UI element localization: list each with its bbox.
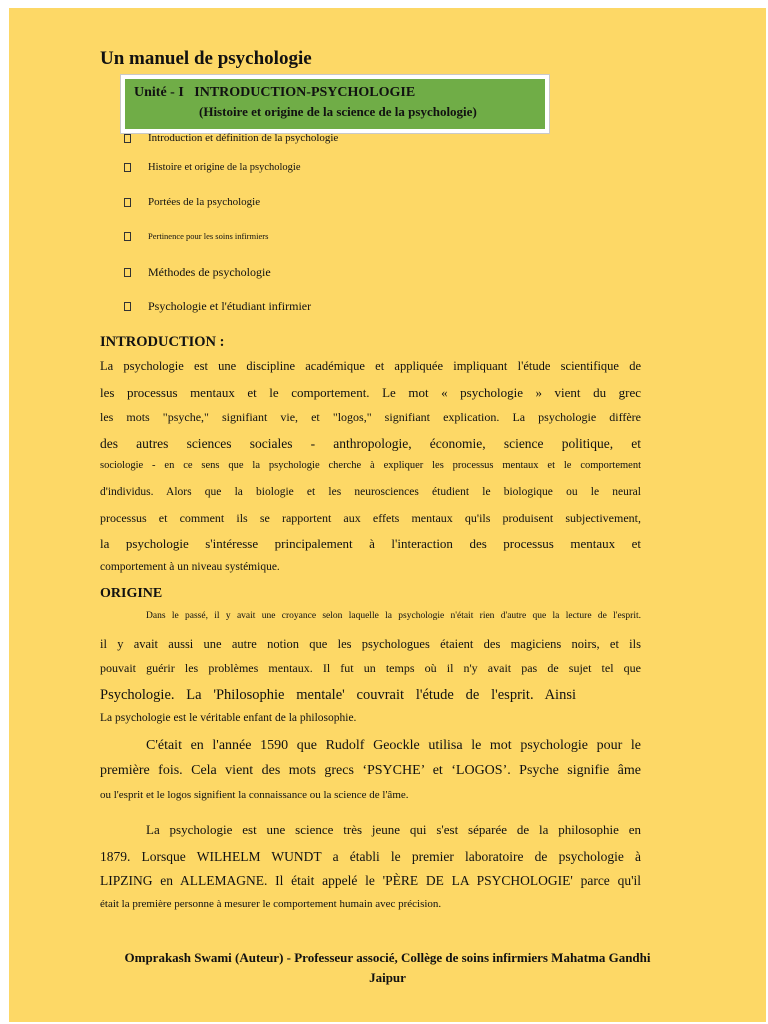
topic-item — [124, 162, 301, 173]
paragraph-line: il y avait aussi une autre notion que les psychologues étaient des magiciens noirs, et ils — [100, 637, 641, 651]
paragraph-line: des autres sciences sociales - anthropologie, économie, science politique, et — [100, 436, 641, 451]
paragraph-line: comportement à un niveau systémique. — [100, 561, 280, 573]
bullet-box-icon — [124, 134, 131, 143]
paragraph-line: La psychologie est le véritable enfant de la philosophie. — [100, 712, 357, 724]
paragraph-line: C'était en l'année 1590 que Rudolf Geockle utilisa le mot psychologie pour le — [146, 738, 641, 753]
bullet-box-icon — [124, 198, 131, 207]
author-location: Jaipur — [369, 970, 406, 985]
introduction-heading: INTRODUCTION : — [100, 334, 225, 350]
document-page — [9, 8, 766, 1022]
bullet-box-icon — [124, 268, 131, 277]
topic-label: Histoire et origine de la psychologie — [148, 162, 301, 173]
topic-item — [124, 132, 338, 144]
paragraph-line: 1879. Lorsque WILHELM WUNDT a établi le premier laboratoire de psychologie à — [100, 849, 641, 864]
paragraph-line: ou l'esprit et le logos signifient la connaissance ou la science de l'âme. — [100, 789, 409, 801]
topic-label: Portées de la psychologie — [148, 196, 261, 208]
paragraph-line: La psychologie est une discipline académique et appliquée impliquant l'étude scientifique de — [100, 359, 641, 373]
paragraph-line: pouvait guérir les problèmes mentaux. Il fut un temps où il n'y avait pas de sujet tel que — [100, 661, 641, 675]
paragraph-line: Dans le passé, il y avait une croyance selon laquelle la psychologie n'était rien d'autre que la lecture de l'esprit. — [146, 611, 641, 621]
paragraph-line: sociologie - en ce sens que la psychologie cherche à expliquer les processus mentaux et le comportement — [100, 460, 641, 471]
paragraph-line: Psychologie. La 'Philosophie mentale' couvrait l'étude de l'esprit. Ainsi — [100, 687, 576, 703]
paragraph-line: les processus mentaux et le comportement. Le mot « psychologie » vient du grec — [100, 385, 641, 400]
origine-heading: ORIGINE — [100, 586, 163, 601]
paragraph-line: d'individus. Alors que la biologie et les neurosciences étudient le biologique ou le neural — [100, 486, 641, 498]
bullet-box-icon — [124, 163, 131, 172]
topic-label: Pertinence pour les soins infirmiers — [148, 231, 269, 241]
unit-subtitle: (Histoire et origine de la science de la psychologie) — [199, 104, 477, 119]
paragraph-line: les mots "psyche," signifiant vie, et "logos," signifiant explication. La psychologie diffère — [100, 410, 641, 424]
topic-item — [124, 231, 268, 241]
bullet-box-icon — [124, 302, 131, 311]
unit-title: Unité - I INTRODUCTION-PSYCHOLOGIE — [134, 85, 416, 100]
paragraph-line: LIPZING en ALLEMAGNE. Il était appelé le 'PÈRE DE LA PSYCHOLOGIE' parce qu'il — [100, 873, 641, 888]
paragraph-line: la psychologie s'intéresse principalement à l'interaction des processus mentaux et — [100, 536, 641, 551]
topic-label: Méthodes de psychologie — [148, 265, 271, 279]
paragraph-line: était la première personne à mesurer le comportement humain avec précision. — [100, 898, 442, 910]
topic-label: Introduction et définition de la psychologie — [148, 132, 339, 144]
paragraph-line: processus et comment ils se rapportent aux effets mentaux qu'ils produisent subjectivement, — [100, 511, 641, 525]
topic-item — [124, 196, 260, 208]
topic-label: Psychologie et l'étudiant infirmier — [148, 299, 312, 313]
bullet-box-icon — [124, 232, 131, 241]
paragraph-line: première fois. Cela vient des mots grecs ‘PSYCHE’ et ‘LOGOS’. Psyche signifie âme — [100, 763, 641, 778]
author-credit: Omprakash Swami (Auteur) - Professeur associé, Collège de soins infirmiers Mahatma Gandhi — [124, 950, 651, 965]
topic-item — [124, 299, 311, 314]
document-title: Un manuel de psychologie — [100, 48, 312, 69]
paragraph-line: La psychologie est une science très jeune qui s'est séparée de la philosophie en — [146, 822, 641, 837]
topic-item — [124, 265, 271, 280]
unit-heading-box — [121, 75, 549, 133]
